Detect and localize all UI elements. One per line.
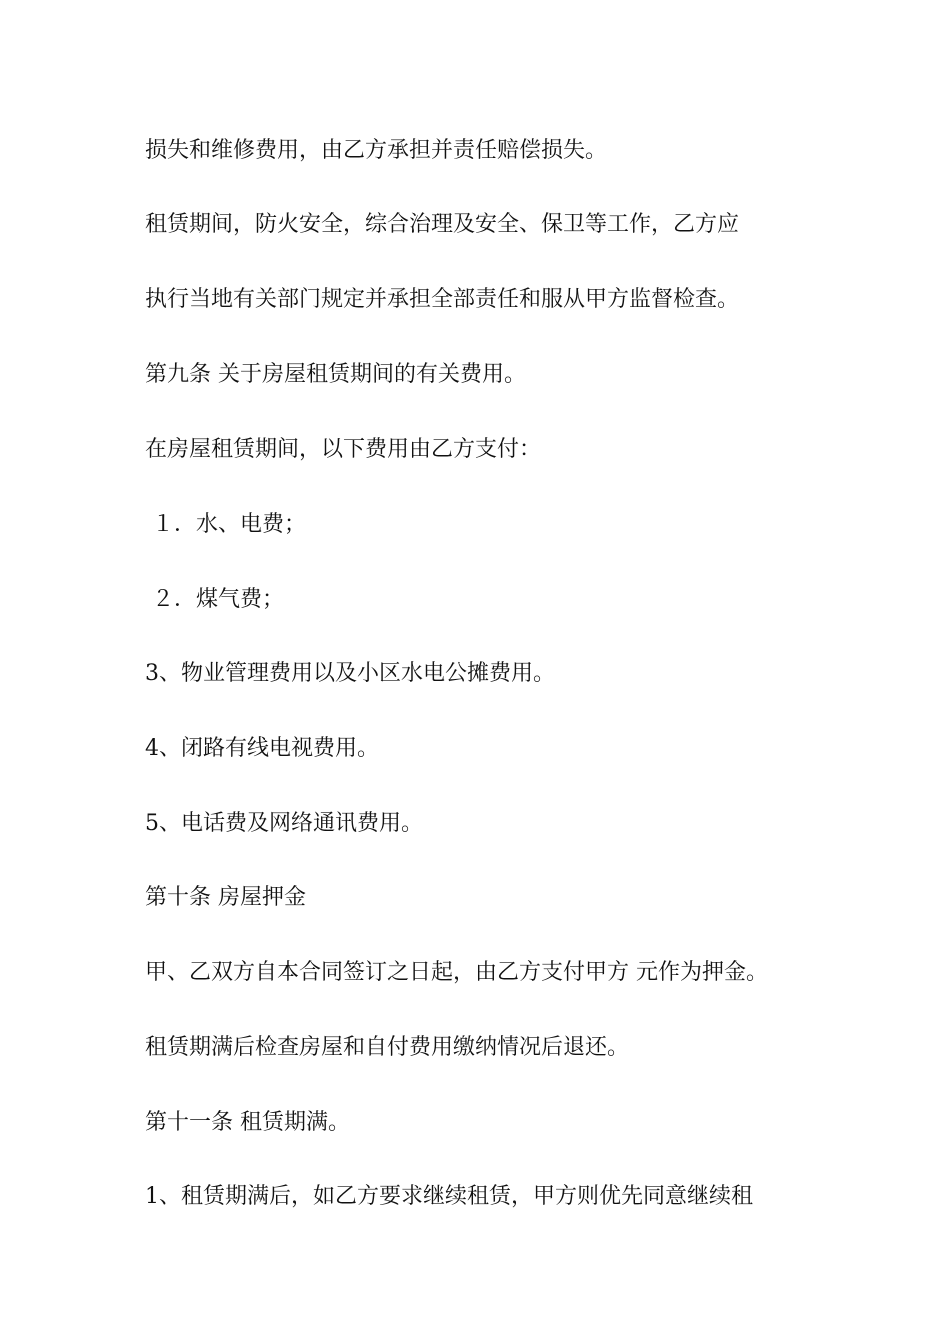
list-item-5: 5、电话费及网络通讯费用。 — [145, 811, 423, 836]
text-line-13: 租赁期满后检查房屋和自付费用缴纳情况后退还。 — [145, 1035, 630, 1060]
article-9-heading: 第九条 关于房屋租赁期间的有关费用。 — [145, 362, 526, 387]
text-line-1: 损失和维修费用，由乙方承担并责任赔偿损失。 — [145, 138, 608, 163]
text-line-15: 1、租赁期满后，如乙方要求继续租赁，甲方则优先同意继续租 — [145, 1184, 753, 1209]
text-line-2: 租赁期间，防火安全，综合治理及安全、保卫等工作，乙方应 — [145, 212, 740, 237]
list-item-3: 3、物业管理费用以及小区水电公摊费用。 — [145, 661, 555, 686]
list-item-4: 4、闭路有线电视费用。 — [145, 736, 379, 761]
article-11-heading: 第十一条 租赁期满。 — [145, 1110, 350, 1135]
list-item-2: ２．煤气费； — [145, 587, 284, 612]
article-10-heading: 第十条 房屋押金 — [145, 885, 306, 910]
text-line-5: 在房屋租赁期间，以下费用由乙方支付： — [145, 437, 542, 462]
text-line-12: 甲、乙双方自本合同签订之日起，由乙方支付甲方 元作为押金。 — [145, 960, 768, 985]
text-line-3: 执行当地有关部门规定并承担全部责任和服从甲方监督检查。 — [145, 287, 740, 312]
list-item-1: １．水、电费； — [145, 512, 306, 537]
